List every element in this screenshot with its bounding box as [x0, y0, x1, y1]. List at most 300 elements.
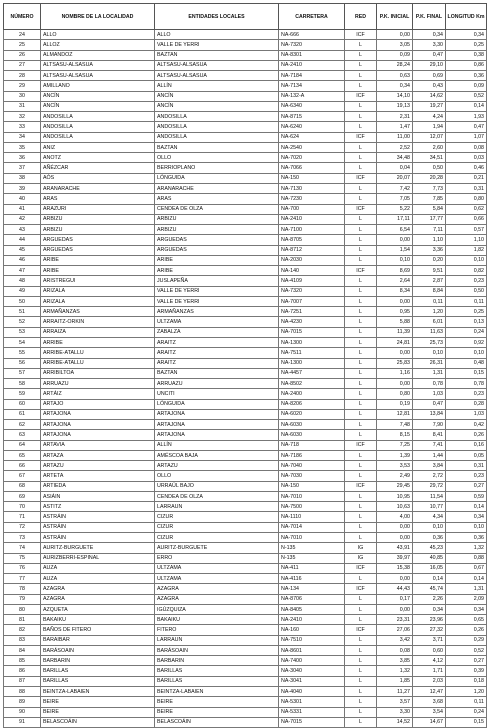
cell-pk-final: 7,11 — [413, 225, 446, 235]
cell-longitud: 0,16 — [446, 440, 487, 450]
table-row — [4, 440, 487, 450]
cell-localidad: ALTSASU-ALSASUA — [41, 60, 155, 70]
cell-pk-final: 2,03 — [413, 676, 446, 686]
cell-numero: 57 — [4, 368, 41, 378]
cell-carretera: NA-3041 — [279, 676, 345, 686]
cell-red: L — [345, 615, 377, 625]
cell-red: L — [345, 676, 377, 686]
cell-pk-inicial: 0,09 — [377, 50, 413, 60]
cell-localidad: ANOTZ — [41, 153, 155, 163]
cell-numero: 58 — [4, 379, 41, 389]
cell-localidad: BAKAIKU — [41, 615, 155, 625]
cell-entidades: ALTSASU-ALSASUA — [155, 71, 279, 81]
cell-numero: 71 — [4, 512, 41, 522]
cell-pk-inicial: 1,54 — [377, 245, 413, 255]
cell-localidad: ALMANDOZ — [41, 50, 155, 60]
cell-red: L — [345, 420, 377, 430]
cell-localidad: AZQUETA — [41, 604, 155, 614]
cell-pk-final: 23,96 — [413, 615, 446, 625]
table-row — [4, 112, 487, 122]
cell-localidad: ARBIZU — [41, 214, 155, 224]
cell-red: L — [345, 317, 377, 327]
cell-localidad: ARISTREGUI — [41, 276, 155, 286]
cell-numero: 69 — [4, 491, 41, 501]
cell-numero: 56 — [4, 358, 41, 368]
cell-pk-inicial: 0,17 — [377, 594, 413, 604]
cell-localidad: BARAIBAR — [41, 635, 155, 645]
table-row — [4, 522, 487, 532]
cell-pk-final: 0,47 — [413, 50, 446, 60]
cell-entidades: ARGUEDAS — [155, 235, 279, 245]
cell-localidad: AUZA — [41, 563, 155, 573]
cell-red: L — [345, 276, 377, 286]
table-row — [4, 645, 487, 655]
cell-entidades: ARTAJONA — [155, 420, 279, 430]
cell-numero: 50 — [4, 296, 41, 306]
header-entidades: ENTIDADES LOCALES — [155, 4, 279, 30]
cell-pk-inicial: 2,64 — [377, 276, 413, 286]
table-row — [4, 132, 487, 142]
cell-carretera: NA-411 — [279, 563, 345, 573]
table-row — [4, 666, 487, 676]
cell-red: L — [345, 122, 377, 132]
cell-localidad: ARANARACHE — [41, 183, 155, 193]
cell-carretera: NA-8715 — [279, 112, 345, 122]
cell-localidad: AURITZ-BURGUETE — [41, 543, 155, 553]
cell-numero: 54 — [4, 337, 41, 347]
cell-entidades: AMÉSCOA BAJA — [155, 450, 279, 460]
cell-pk-inicial: 7,42 — [377, 183, 413, 193]
cell-numero: 51 — [4, 307, 41, 317]
cell-longitud: 0,50 — [446, 286, 487, 296]
table-row — [4, 368, 487, 378]
cell-entidades: ULTZAMA — [155, 563, 279, 573]
cell-entidades: UNCITI — [155, 389, 279, 399]
cell-entidades: CENDEA DE OLZA — [155, 491, 279, 501]
table-row — [4, 327, 487, 337]
cell-entidades: ARRUAZU — [155, 379, 279, 389]
table-row — [4, 420, 487, 430]
cell-longitud: 1,82 — [446, 245, 487, 255]
cell-entidades: ALTSASU-ALSASUA — [155, 60, 279, 70]
cell-carretera: NA-160 — [279, 625, 345, 635]
cell-localidad: ARAS — [41, 194, 155, 204]
cell-longitud: 0,26 — [446, 625, 487, 635]
cell-pk-final: 29,10 — [413, 60, 446, 70]
cell-carretera: NA-700 — [279, 204, 345, 214]
cell-red: L — [345, 101, 377, 111]
cell-entidades: ULTZAMA — [155, 574, 279, 584]
cell-pk-final: 10,77 — [413, 502, 446, 512]
cell-numero: 86 — [4, 666, 41, 676]
cell-localidad: AÑÉZCAR — [41, 163, 155, 173]
cell-red: L — [345, 183, 377, 193]
cell-longitud: 0,39 — [446, 666, 487, 676]
cell-entidades: BEIRE — [155, 697, 279, 707]
cell-localidad: ARMAÑANZAS — [41, 307, 155, 317]
cell-carretera: NA-8706 — [279, 594, 345, 604]
cell-red: L — [345, 286, 377, 296]
cell-pk-final: 0,10 — [413, 348, 446, 358]
cell-carretera: N-135 — [279, 553, 345, 563]
cell-entidades: BELASCOÁIN — [155, 717, 279, 727]
cell-numero: 31 — [4, 101, 41, 111]
cell-pk-final: 16,05 — [413, 563, 446, 573]
table-row — [4, 173, 487, 183]
cell-pk-inicial: 3,30 — [377, 707, 413, 717]
cell-carretera: NA-1300 — [279, 337, 345, 347]
cell-numero: 62 — [4, 420, 41, 430]
cell-numero: 35 — [4, 142, 41, 152]
cell-longitud: 0,26 — [446, 430, 487, 440]
cell-longitud: 0,92 — [446, 337, 487, 347]
cell-entidades: BARÁSOAIN — [155, 645, 279, 655]
cell-red: L — [345, 533, 377, 543]
cell-numero: 52 — [4, 317, 41, 327]
cell-longitud: 0,11 — [446, 296, 487, 306]
table-row — [4, 635, 487, 645]
cell-numero: 44 — [4, 235, 41, 245]
cell-pk-final: 0,34 — [413, 604, 446, 614]
cell-entidades: ERRO — [155, 553, 279, 563]
cell-pk-final: 4,12 — [413, 656, 446, 666]
cell-numero: 48 — [4, 276, 41, 286]
cell-carretera: NA-7030 — [279, 471, 345, 481]
table-row — [4, 286, 487, 296]
cell-entidades: BAZTAN — [155, 50, 279, 60]
cell-numero: 70 — [4, 502, 41, 512]
cell-entidades: ANDOSILLA — [155, 132, 279, 142]
cell-pk-inicial: 7,05 — [377, 194, 413, 204]
cell-pk-inicial: 0,00 — [377, 30, 413, 40]
cell-numero: 82 — [4, 625, 41, 635]
cell-entidades: BAZTAN — [155, 142, 279, 152]
cell-numero: 47 — [4, 266, 41, 276]
cell-numero: 42 — [4, 214, 41, 224]
cell-localidad: ANDOSILLA — [41, 122, 155, 132]
cell-entidades: ARTAZU — [155, 461, 279, 471]
cell-entidades: ARBIZU — [155, 214, 279, 224]
cell-localidad: ARGUEDAS — [41, 235, 155, 245]
cell-pk-inicial: 3,85 — [377, 656, 413, 666]
cell-localidad: ARTETA — [41, 471, 155, 481]
cell-red: L — [345, 71, 377, 81]
cell-carretera: NA-3040 — [279, 666, 345, 676]
cell-pk-inicial: 1,32 — [377, 666, 413, 676]
cell-carretera: NA-150 — [279, 481, 345, 491]
cell-pk-inicial: 3,05 — [377, 40, 413, 50]
cell-red: ICF — [345, 173, 377, 183]
cell-red: L — [345, 368, 377, 378]
table-body — [4, 30, 487, 728]
cell-carretera: NA-7007 — [279, 296, 345, 306]
cell-pk-final: 45,23 — [413, 543, 446, 553]
cell-pk-inicial: 0,00 — [377, 604, 413, 614]
cell-pk-final: 1,03 — [413, 389, 446, 399]
cell-pk-final: 8,41 — [413, 430, 446, 440]
cell-entidades: ALLÍN — [155, 81, 279, 91]
cell-longitud: 0,65 — [446, 615, 487, 625]
cell-pk-final: 1,10 — [413, 235, 446, 245]
table-row — [4, 625, 487, 635]
cell-entidades: ALLÍN — [155, 440, 279, 450]
header-pk-inicial: P.K. INICIAL — [377, 4, 413, 30]
cell-carretera: NA-8601 — [279, 645, 345, 655]
cell-pk-final: 3,54 — [413, 707, 446, 717]
cell-entidades: LÓNGUIDA — [155, 399, 279, 409]
cell-carretera: NA-718 — [279, 440, 345, 450]
cell-entidades: CIZUR — [155, 522, 279, 532]
cell-entidades: JUSLAPEÑA — [155, 276, 279, 286]
cell-localidad: BEINTZA-LABAIEN — [41, 687, 155, 697]
cell-pk-inicial: 0,00 — [377, 235, 413, 245]
cell-carretera: NA-4109 — [279, 276, 345, 286]
cell-carretera: NA-140 — [279, 266, 345, 276]
cell-pk-final: 0,60 — [413, 645, 446, 655]
cell-entidades: BEINTZA-LABAIEN — [155, 687, 279, 697]
cell-pk-final: 0,14 — [413, 574, 446, 584]
cell-localidad: ARTAZA — [41, 450, 155, 460]
cell-red: L — [345, 461, 377, 471]
cell-pk-inicial: 0,00 — [377, 348, 413, 358]
cell-red: L — [345, 645, 377, 655]
cell-longitud: 0,29 — [446, 635, 487, 645]
cell-carretera: NA-4457 — [279, 368, 345, 378]
cell-numero: 67 — [4, 471, 41, 481]
cell-red: L — [345, 327, 377, 337]
cell-pk-final: 45,74 — [413, 584, 446, 594]
cell-pk-inicial: 2,31 — [377, 112, 413, 122]
cell-red: L — [345, 245, 377, 255]
table-row — [4, 379, 487, 389]
cell-pk-final: 12,07 — [413, 132, 446, 142]
table-row — [4, 163, 487, 173]
cell-carretera: NA-5301 — [279, 697, 345, 707]
cell-carretera: NA-7186 — [279, 450, 345, 460]
cell-localidad: ARTAJO — [41, 399, 155, 409]
cell-entidades: URRAÚL BAJO — [155, 481, 279, 491]
cell-numero: 85 — [4, 656, 41, 666]
cell-numero: 37 — [4, 163, 41, 173]
cell-localidad: ARRAIZA — [41, 327, 155, 337]
table-row — [4, 461, 487, 471]
cell-carretera: NA-7015 — [279, 717, 345, 727]
cell-longitud: 0,57 — [446, 225, 487, 235]
cell-red: L — [345, 379, 377, 389]
cell-entidades: ALLO — [155, 30, 279, 40]
cell-carretera: NA-8206 — [279, 399, 345, 409]
cell-red: L — [345, 717, 377, 727]
cell-numero: 59 — [4, 389, 41, 399]
cell-pk-final: 1,44 — [413, 450, 446, 460]
cell-pk-inicial: 0,04 — [377, 163, 413, 173]
cell-carretera: NA-4040 — [279, 687, 345, 697]
cell-red: L — [345, 502, 377, 512]
header-row — [4, 4, 487, 30]
cell-red: L — [345, 512, 377, 522]
cell-red: L — [345, 389, 377, 399]
table-row — [4, 707, 487, 717]
cell-carretera: NA-7251 — [279, 307, 345, 317]
cell-longitud: 0,27 — [446, 481, 487, 491]
cell-pk-final: 0,78 — [413, 379, 446, 389]
cell-pk-final: 17,77 — [413, 214, 446, 224]
cell-carretera: NA-8405 — [279, 604, 345, 614]
cell-localidad: ARRIBE-ATALLU — [41, 348, 155, 358]
cell-numero: 30 — [4, 91, 41, 101]
cell-localidad: ARTAZU — [41, 461, 155, 471]
cell-localidad: AÓS — [41, 173, 155, 183]
cell-pk-final: 9,51 — [413, 266, 446, 276]
cell-carretera: NA-7015 — [279, 327, 345, 337]
cell-localidad: ANDOSILLA — [41, 132, 155, 142]
cell-pk-inicial: 15,38 — [377, 563, 413, 573]
cell-carretera: NA-8705 — [279, 235, 345, 245]
cell-red: L — [345, 656, 377, 666]
cell-localidad: ARTAJONA — [41, 430, 155, 440]
table-row — [4, 30, 487, 40]
cell-numero: 46 — [4, 255, 41, 265]
cell-pk-final: 3,30 — [413, 40, 446, 50]
cell-pk-inicial: 0,00 — [377, 379, 413, 389]
cell-entidades: ARIBE — [155, 266, 279, 276]
cell-pk-inicial: 0,19 — [377, 399, 413, 409]
cell-numero: 68 — [4, 481, 41, 491]
cell-entidades: ANCÍN — [155, 91, 279, 101]
cell-pk-final: 7,90 — [413, 420, 446, 430]
cell-pk-inicial: 0,00 — [377, 574, 413, 584]
cell-red: L — [345, 348, 377, 358]
cell-localidad: ASTRÁIN — [41, 522, 155, 532]
cell-localidad: ARRAITZ-ORKIN — [41, 317, 155, 327]
cell-localidad: ANCÍN — [41, 91, 155, 101]
cell-entidades: LARRAUN — [155, 502, 279, 512]
table-row — [4, 584, 487, 594]
cell-pk-final: 13,84 — [413, 409, 446, 419]
cell-red: L — [345, 604, 377, 614]
cell-longitud: 0,21 — [446, 173, 487, 183]
table-row — [4, 183, 487, 193]
cell-localidad: BARBARIN — [41, 656, 155, 666]
cell-entidades: CENDEA DE OLZA — [155, 204, 279, 214]
cell-longitud: 0,13 — [446, 317, 487, 327]
table-row — [4, 604, 487, 614]
cell-entidades: BAZTAN — [155, 368, 279, 378]
cell-localidad: ANCÍN — [41, 101, 155, 111]
cell-red: IG — [345, 553, 377, 563]
cell-numero: 76 — [4, 563, 41, 573]
cell-longitud: 1,10 — [446, 235, 487, 245]
table-row — [4, 122, 487, 132]
cell-numero: 89 — [4, 697, 41, 707]
cell-pk-inicial: 7,48 — [377, 420, 413, 430]
cell-longitud: 0,34 — [446, 30, 487, 40]
cell-red: L — [345, 594, 377, 604]
cell-longitud: 0,66 — [446, 214, 487, 224]
cell-pk-inicial: 23,31 — [377, 615, 413, 625]
cell-red: L — [345, 163, 377, 173]
cell-red: L — [345, 112, 377, 122]
cell-red: L — [345, 214, 377, 224]
cell-red: L — [345, 60, 377, 70]
cell-localidad: BARILLAS — [41, 676, 155, 686]
cell-entidades: ARGUEDAS — [155, 245, 279, 255]
cell-numero: 75 — [4, 553, 41, 563]
cell-carretera: NA-5331 — [279, 707, 345, 717]
cell-pk-inicial: 0,34 — [377, 81, 413, 91]
cell-carretera: NA-6020 — [279, 409, 345, 419]
cell-pk-inicial: 27,06 — [377, 625, 413, 635]
cell-pk-inicial: 1,16 — [377, 368, 413, 378]
cell-pk-inicial: 43,91 — [377, 543, 413, 553]
cell-entidades: ARTAJONA — [155, 409, 279, 419]
cell-localidad: ASTITZ — [41, 502, 155, 512]
cell-numero: 41 — [4, 204, 41, 214]
cell-longitud: 0,14 — [446, 502, 487, 512]
cell-carretera: NA-7020 — [279, 153, 345, 163]
table-row — [4, 717, 487, 727]
cell-carretera: NA-4230 — [279, 317, 345, 327]
cell-longitud: 0,23 — [446, 389, 487, 399]
cell-red: L — [345, 153, 377, 163]
cell-red: ICF — [345, 563, 377, 573]
cell-pk-inicial: 0,95 — [377, 307, 413, 317]
localities-table — [3, 3, 487, 728]
cell-longitud: 1,07 — [446, 132, 487, 142]
cell-localidad: ARTÁIZ — [41, 389, 155, 399]
cell-longitud: 1,03 — [446, 409, 487, 419]
cell-pk-final: 20,28 — [413, 173, 446, 183]
cell-longitud: 0,25 — [446, 307, 487, 317]
cell-pk-final: 26,31 — [413, 358, 446, 368]
cell-red: ICF — [345, 91, 377, 101]
cell-pk-inicial: 3,53 — [377, 461, 413, 471]
cell-numero: 45 — [4, 245, 41, 255]
cell-longitud: 0,03 — [446, 153, 487, 163]
table-row — [4, 235, 487, 245]
cell-pk-inicial: 1,47 — [377, 122, 413, 132]
header-localidad: NOMBRE DE LA LOCALIDAD — [41, 4, 155, 30]
table-row — [4, 481, 487, 491]
cell-localidad: BARILLAS — [41, 666, 155, 676]
cell-carretera: NA-7500 — [279, 502, 345, 512]
cell-pk-final: 6,01 — [413, 317, 446, 327]
cell-longitud: 0,31 — [446, 461, 487, 471]
cell-red: L — [345, 194, 377, 204]
cell-red: ICF — [345, 481, 377, 491]
cell-entidades: OLLO — [155, 471, 279, 481]
cell-pk-final: 4,24 — [413, 112, 446, 122]
cell-longitud: 0,82 — [446, 266, 487, 276]
cell-longitud: 0,10 — [446, 255, 487, 265]
cell-red: L — [345, 697, 377, 707]
cell-pk-inicial: 29,45 — [377, 481, 413, 491]
cell-numero: 24 — [4, 30, 41, 40]
cell-pk-final: 4,34 — [413, 512, 446, 522]
cell-pk-final: 29,72 — [413, 481, 446, 491]
cell-entidades: VALLE DE YERRI — [155, 40, 279, 50]
cell-longitud: 0,15 — [446, 717, 487, 727]
table-row — [4, 81, 487, 91]
cell-pk-inicial: 20,07 — [377, 173, 413, 183]
cell-pk-final: 40,85 — [413, 553, 446, 563]
cell-red: ICF — [345, 440, 377, 450]
cell-localidad: ARIBE — [41, 266, 155, 276]
cell-entidades: BAKAIKU — [155, 615, 279, 625]
cell-pk-final: 1,20 — [413, 307, 446, 317]
cell-carretera: N-135 — [279, 543, 345, 553]
cell-pk-final: 3,84 — [413, 461, 446, 471]
